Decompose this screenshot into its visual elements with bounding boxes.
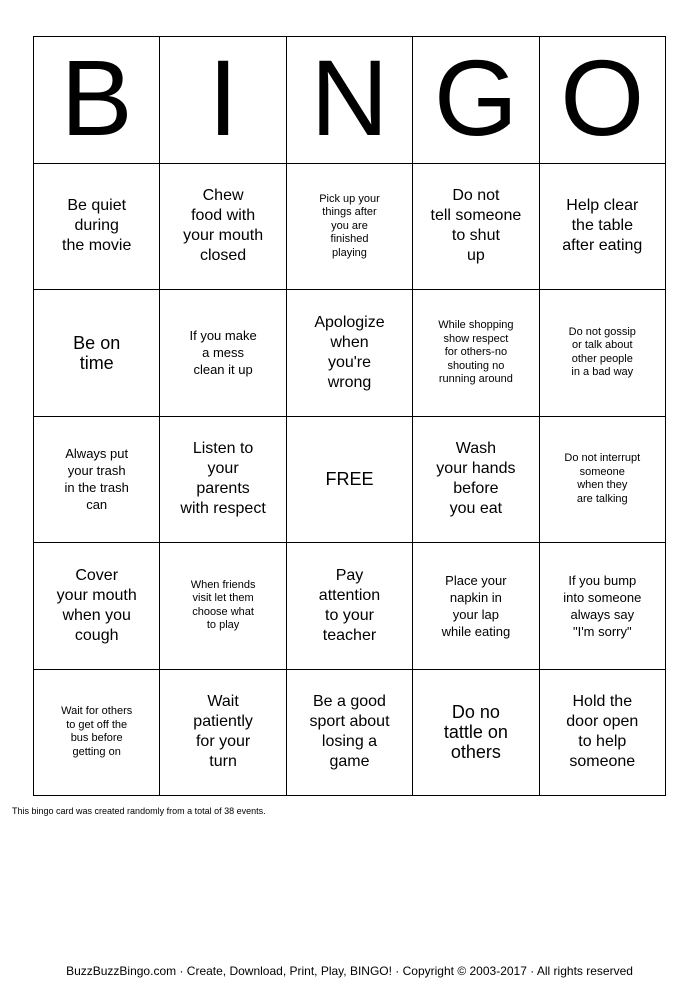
bingo-cell-text: Wait patiently for your turn bbox=[193, 693, 253, 771]
bingo-cell-text: Wait for others to get off the bus before getting on bbox=[61, 705, 133, 758]
bingo-cell[interactable] bbox=[540, 417, 666, 544]
bingo-cell[interactable] bbox=[34, 164, 160, 291]
bingo-cell[interactable] bbox=[287, 543, 413, 670]
bingo-cell-text: Always put your trash in the trash can bbox=[64, 446, 129, 513]
bingo-cell-text: If you make a mess clean it up bbox=[189, 328, 257, 378]
header-letter-o: O bbox=[540, 37, 666, 164]
bingo-cell-text: Do not interrupt someone when they are talking bbox=[564, 452, 641, 505]
bingo-cell-text: Hold the door open to help someone bbox=[566, 693, 639, 771]
bingo-cell-text: If you bump into someone always say "I'm sorry" bbox=[563, 572, 642, 639]
bingo-cell-text: Pay attention to your teacher bbox=[318, 566, 381, 644]
bingo-cell-text: Cover your mouth when you cough bbox=[56, 566, 137, 644]
header-letter-g: G bbox=[413, 37, 539, 164]
bingo-cell-text: FREE bbox=[325, 469, 374, 490]
bingo-cell[interactable] bbox=[413, 290, 539, 417]
bingo-cell-text: Place your napkin in your lap while eating bbox=[441, 572, 511, 639]
bingo-cell[interactable] bbox=[540, 670, 666, 797]
bingo-cell[interactable] bbox=[160, 417, 286, 544]
bingo-cell[interactable] bbox=[287, 670, 413, 797]
bingo-cell[interactable] bbox=[34, 417, 160, 544]
bingo-cell-text: Be quiet during the movie bbox=[62, 197, 132, 255]
bingo-cell-text: Be on time bbox=[73, 332, 121, 373]
bingo-cell-text: Listen to your parents with respect bbox=[180, 440, 266, 518]
card-footnote: This bingo card was created randomly from a total of 38 events. bbox=[12, 806, 266, 816]
bingo-cell[interactable] bbox=[160, 543, 286, 670]
bingo-cell-text: When friends visit let them choose what to play bbox=[190, 578, 256, 632]
bingo-cell[interactable] bbox=[287, 290, 413, 417]
site-footer: BuzzBuzzBingo.com · Create, Download, Print, Play, BINGO! · Copyright © 2003-2017 · All rights reserved bbox=[66, 964, 633, 978]
bingo-cell[interactable] bbox=[413, 670, 539, 797]
bingo-cell-text: Wash your hands before you eat bbox=[436, 440, 516, 518]
header-letter-b: B bbox=[34, 37, 160, 164]
bingo-cell-text: Chew food with your mouth closed bbox=[183, 187, 264, 265]
bingo-cell[interactable] bbox=[413, 543, 539, 670]
bingo-cell[interactable] bbox=[160, 670, 286, 797]
bingo-cell[interactable] bbox=[34, 290, 160, 417]
bingo-cell[interactable] bbox=[540, 164, 666, 291]
bingo-cell-text: Help clear the table after eating bbox=[562, 197, 643, 255]
bingo-cell-text: Apologize when you're wrong bbox=[314, 313, 385, 391]
bingo-cell[interactable] bbox=[287, 164, 413, 291]
bingo-cell-text: Be a good sport about losing a game bbox=[309, 693, 390, 771]
bingo-cell-text: While shopping show respect for others-no shouting no running around bbox=[438, 319, 514, 385]
bingo-cell[interactable] bbox=[540, 290, 666, 417]
bingo-cell[interactable] bbox=[540, 543, 666, 670]
bingo-cell-text: Do not tell someone to shut up bbox=[430, 187, 522, 265]
bingo-cell[interactable] bbox=[413, 164, 539, 291]
bingo-card bbox=[33, 36, 666, 796]
free-space-cell[interactable] bbox=[287, 417, 413, 544]
bingo-cell[interactable] bbox=[160, 164, 286, 291]
header-letter-i: I bbox=[160, 37, 286, 164]
bingo-cell[interactable] bbox=[413, 417, 539, 544]
header-letter-n: N bbox=[287, 37, 413, 164]
bingo-cell-text: Do not gossip or talk about other people in a bad way bbox=[568, 325, 636, 379]
bingo-cell[interactable] bbox=[34, 670, 160, 797]
bingo-cell-text: Do no tattle on others bbox=[443, 702, 508, 763]
bingo-cell[interactable] bbox=[34, 543, 160, 670]
bingo-cell[interactable] bbox=[160, 290, 286, 417]
bingo-cell-text: Pick up your things after you are finished playing bbox=[319, 192, 380, 259]
